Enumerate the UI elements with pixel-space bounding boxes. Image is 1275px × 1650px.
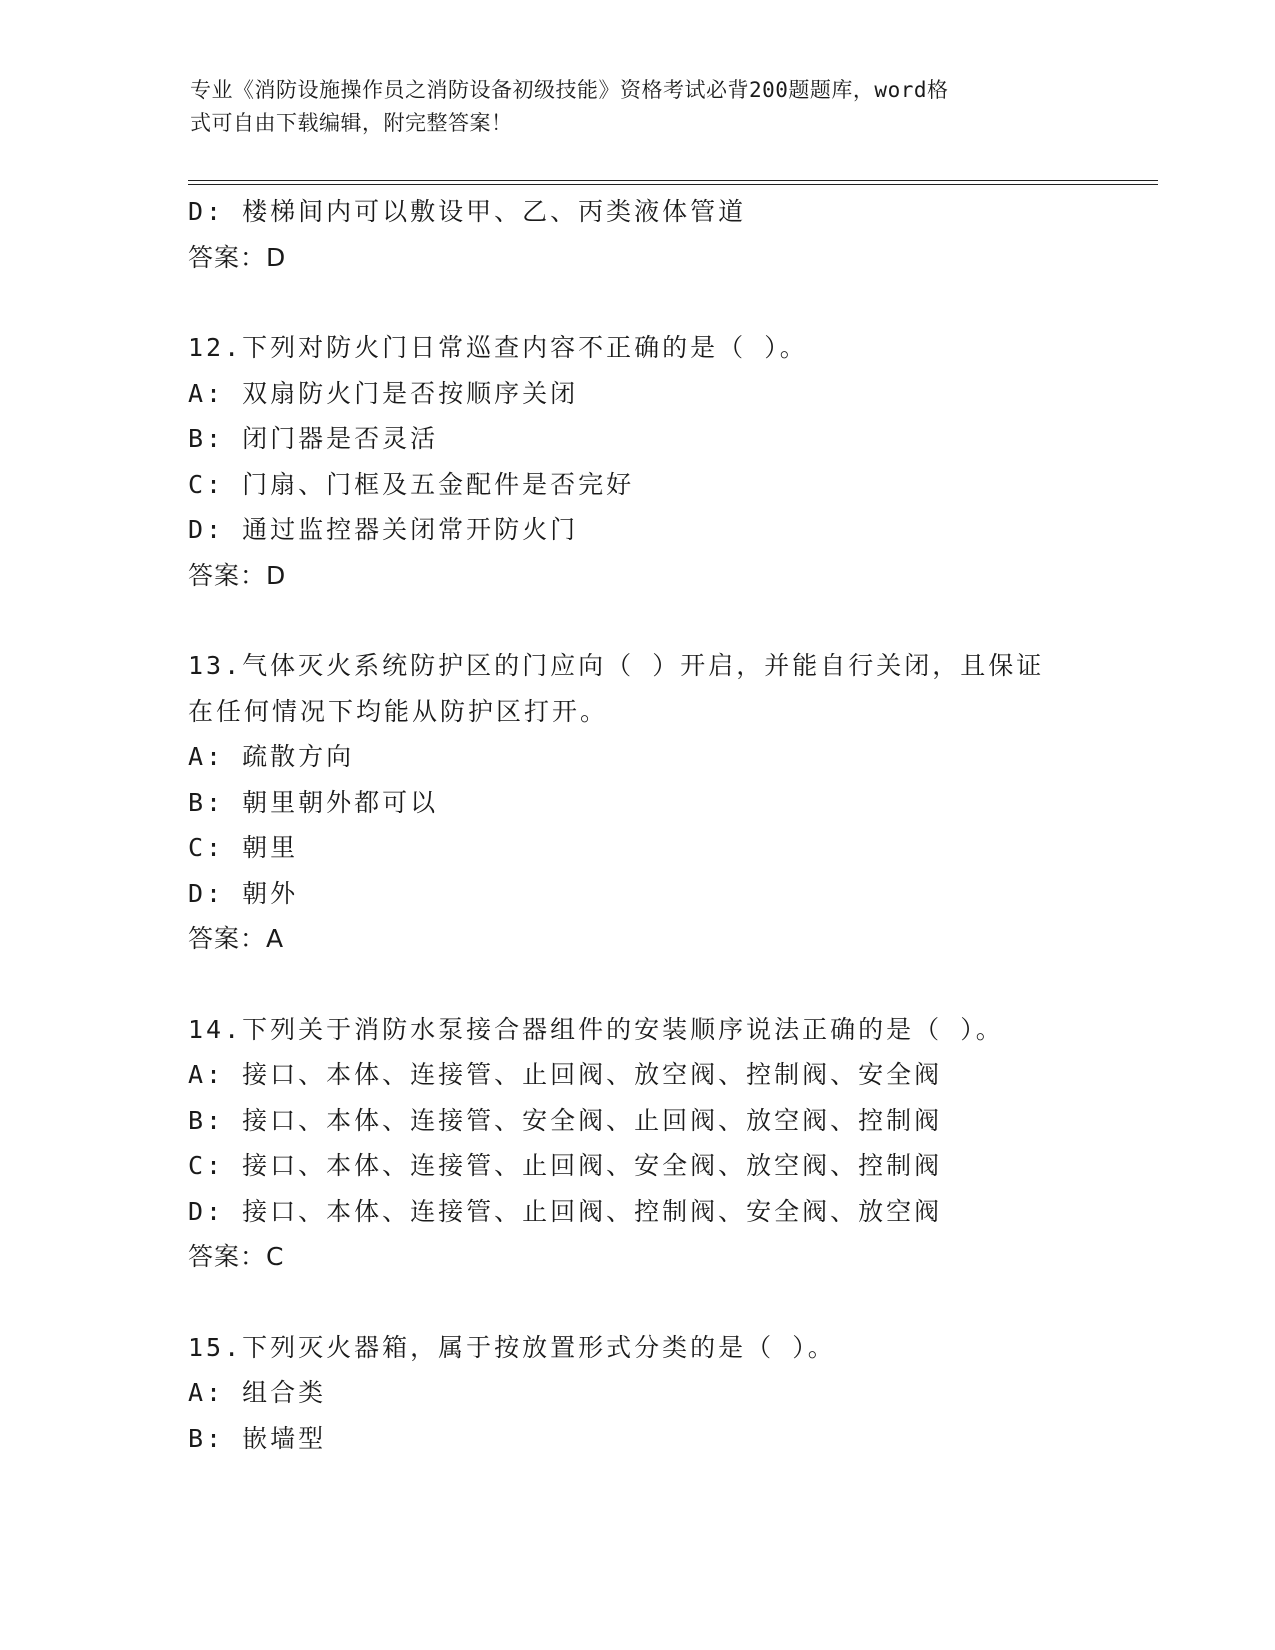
option-d: D: 接口、本体、连接管、止回阀、控制阀、安全阀、放空阀 <box>188 1196 943 1226</box>
question-stem-continued: 在任何情况下均能从防护区打开。 <box>188 696 609 726</box>
question-14 <box>188 1007 1108 1280</box>
option-a: A: 双扇防火门是否按顺序关闭 <box>188 378 579 408</box>
option-d: D: 朝外 <box>188 878 299 908</box>
option-a: A: 组合类 <box>188 1378 327 1407</box>
option-a: A: 疏散方向 <box>188 742 355 771</box>
option-c: C: 朝里 <box>188 833 299 862</box>
option-b: B: 接口、本体、连接管、安全阀、止回阀、放空阀、控制阀 <box>188 1105 943 1135</box>
option-c: C: 门扇、门框及五金配件是否完好 <box>188 469 635 499</box>
question-13 <box>188 643 1108 962</box>
header-divider-bottom <box>188 184 1158 185</box>
question-stem: 15.下列灭火器箱，属于按放置形式分类的是（ ）。 <box>188 1332 836 1362</box>
document-header <box>190 74 1090 140</box>
spacer <box>188 598 1108 643</box>
answer-line: 答案：A <box>188 924 285 953</box>
question-list <box>188 189 1108 1461</box>
question-stem: 14.下列关于消防水泵接合器组件的安装顺序说法正确的是（ ）。 <box>188 1014 1004 1044</box>
question-12 <box>188 325 1108 598</box>
answer-line: 答案：C <box>188 1242 285 1271</box>
option-d: D: 楼梯间内可以敷设甲、乙、丙类液体管道 <box>188 197 747 226</box>
answer-line: 答案：D <box>188 560 287 590</box>
option-b: B: 嵌墙型 <box>188 1423 327 1453</box>
header-line-1: 专业《消防设施操作员之消防设备初级技能》资格考试必背200题题库，word格 <box>190 78 949 102</box>
option-d: D: 通过监控器关闭常开防火门 <box>188 515 579 544</box>
spacer <box>188 962 1108 1007</box>
answer-line: 答案：D <box>188 242 287 272</box>
question-15 <box>188 1325 1108 1462</box>
option-a: A: 接口、本体、连接管、止回阀、放空阀、控制阀、安全阀 <box>188 1060 943 1089</box>
question-stem: 12.下列对防火门日常巡查内容不正确的是（ ）。 <box>188 333 808 362</box>
spacer <box>188 280 1108 325</box>
option-b: B: 闭门器是否灵活 <box>188 424 439 453</box>
option-b: B: 朝里朝外都可以 <box>188 787 439 817</box>
option-c: C: 接口、本体、连接管、止回阀、安全阀、放空阀、控制阀 <box>188 1151 943 1180</box>
header-divider-top <box>188 180 1158 181</box>
header-line-2: 式可自由下载编辑，附完整答案！ <box>190 111 513 135</box>
question-stem: 13.气体灭火系统防护区的门应向（ ）开启，并能自行关闭，且保证 <box>188 651 1045 680</box>
spacer <box>188 1280 1108 1325</box>
